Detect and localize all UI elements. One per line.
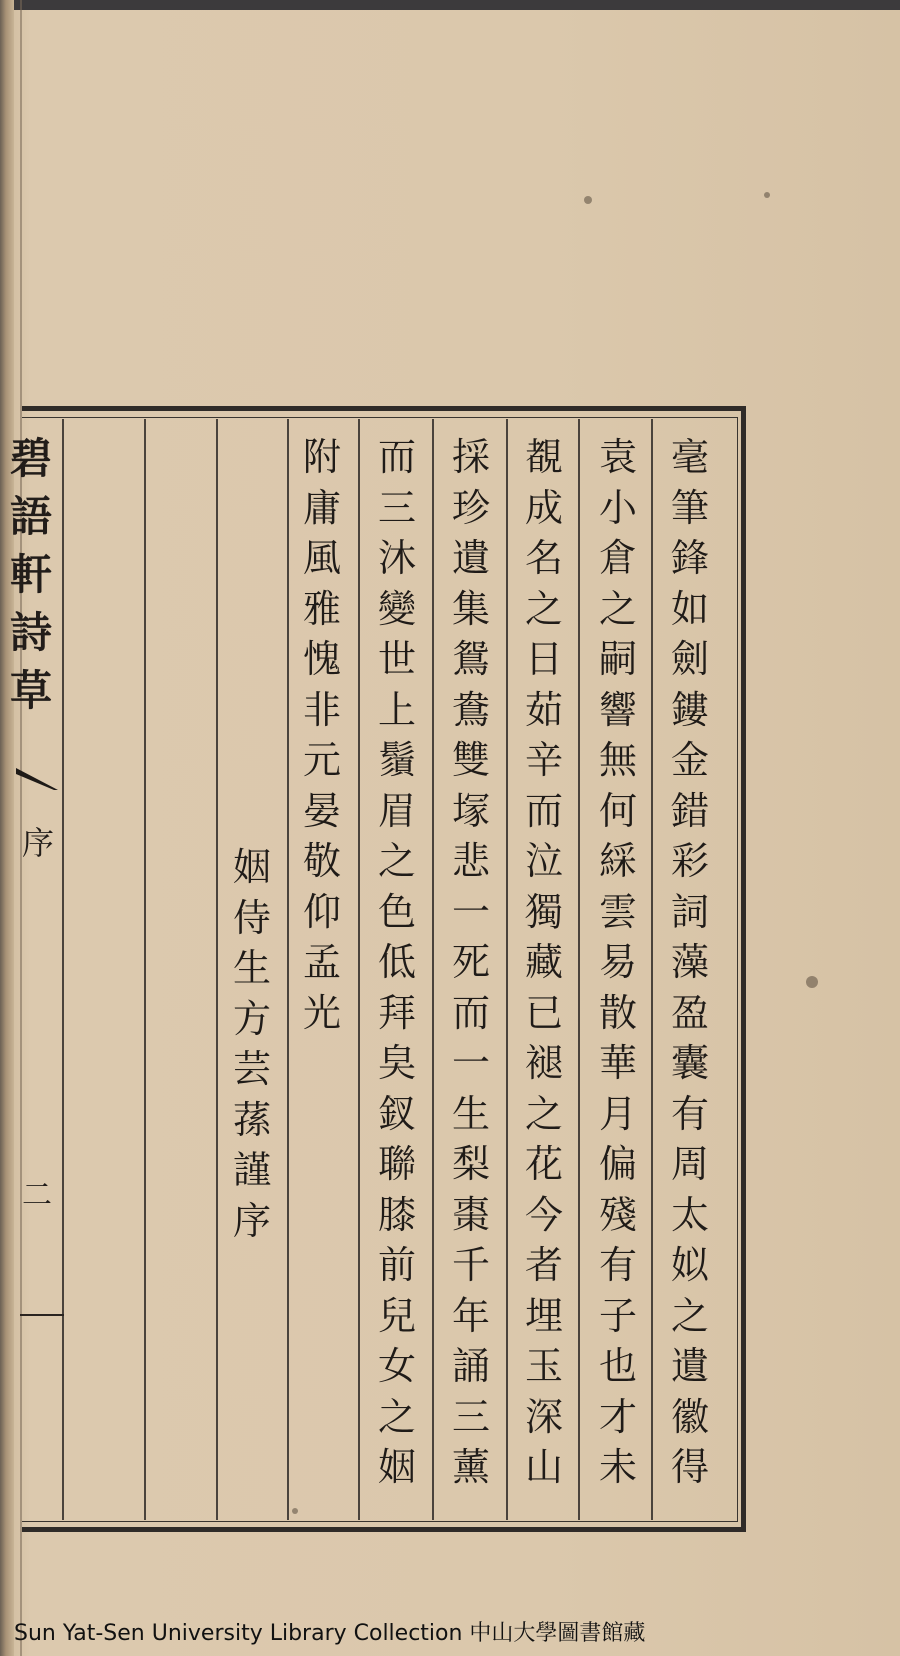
text-char: 庸	[302, 485, 341, 530]
text-char: 鴦	[451, 687, 490, 732]
text-char: 有	[670, 1091, 709, 1136]
text-column-5	[367, 432, 427, 1493]
text-char: 雅	[302, 586, 341, 631]
text-char: 殘	[598, 1192, 637, 1237]
paper-spot	[584, 196, 592, 204]
text-char: 附	[302, 435, 341, 479]
text-char: 前	[377, 1243, 416, 1287]
text-column-3	[514, 432, 574, 1493]
text-char: 姻	[377, 1445, 416, 1489]
signature-column	[222, 842, 282, 1246]
column-rule	[578, 419, 580, 1520]
paper-spot	[292, 1508, 298, 1514]
text-char: 何	[598, 788, 637, 833]
column-rule	[506, 419, 508, 1520]
paper-spot	[764, 192, 770, 198]
text-char: 未	[598, 1445, 637, 1489]
text-char: 沐	[377, 536, 416, 580]
text-char: 獨	[524, 889, 563, 934]
page-number-stroke	[20, 1314, 64, 1316]
text-char: 毫	[670, 435, 709, 479]
text-char: 已	[524, 990, 563, 1035]
text-char: 成	[524, 485, 563, 530]
text-char: 釵	[377, 1091, 416, 1136]
text-char: 綵	[598, 839, 637, 883]
text-char: 偏	[598, 1142, 637, 1186]
text-char: 姻	[232, 845, 271, 889]
text-char: 袁	[598, 435, 637, 479]
text-char: 鬚	[377, 738, 416, 782]
text-char: 鴛	[451, 637, 490, 681]
text-char: 無	[598, 738, 637, 782]
text-char: 棗	[451, 1192, 490, 1237]
text-char: 華	[598, 1041, 637, 1085]
text-char: 有	[598, 1243, 637, 1287]
text-char: 三	[451, 1394, 490, 1439]
text-char: 遺	[451, 536, 490, 580]
text-char: 名	[524, 536, 563, 580]
text-char: 盈	[670, 990, 709, 1035]
column-rule	[432, 419, 434, 1520]
text-char: 兒	[377, 1293, 416, 1338]
text-char: 序	[232, 1198, 271, 1243]
column-rule	[358, 419, 360, 1520]
text-char: 晏	[302, 788, 341, 833]
text-char: 日	[524, 637, 563, 681]
text-char: 變	[377, 586, 416, 631]
text-char: 生	[451, 1091, 490, 1136]
text-char: 薰	[451, 1445, 490, 1489]
column-rule	[216, 419, 218, 1520]
margin-title-char: 軒	[10, 550, 53, 599]
text-char: 色	[377, 889, 416, 934]
text-char: 者	[524, 1243, 563, 1287]
text-char: 聯	[377, 1142, 416, 1186]
text-char: 姒	[670, 1243, 709, 1287]
text-char: 茹	[524, 687, 563, 732]
text-char: 錯	[670, 788, 709, 833]
text-char: 如	[670, 586, 709, 631]
book-spine-edge	[0, 0, 14, 1656]
text-char: 方	[232, 996, 271, 1041]
text-char: 之	[377, 839, 416, 883]
text-char: 子	[598, 1293, 637, 1338]
text-char: 鏤	[670, 687, 709, 732]
text-char: 詞	[670, 889, 709, 934]
text-char: 散	[598, 990, 637, 1035]
text-char: 深	[524, 1394, 563, 1439]
text-char: 死	[451, 940, 490, 984]
text-char: 元	[302, 738, 341, 782]
column-rule	[287, 419, 289, 1520]
text-char: 誦	[451, 1344, 490, 1388]
margin-title-char: 詩	[10, 608, 53, 657]
text-char: 徽	[670, 1394, 709, 1439]
text-char: 風	[302, 536, 341, 580]
text-char: 上	[377, 687, 416, 732]
text-char: 花	[524, 1142, 563, 1186]
margin-title-char: 語	[10, 492, 53, 541]
section-label: 序	[22, 824, 55, 862]
text-char: 之	[377, 1394, 416, 1439]
text-char: 千	[451, 1243, 490, 1287]
text-char: 才	[598, 1394, 637, 1439]
text-char: 之	[670, 1293, 709, 1338]
text-char: 世	[377, 637, 416, 681]
text-char: 玉	[524, 1344, 563, 1388]
text-char: 覩	[524, 435, 563, 479]
text-char: 周	[670, 1142, 709, 1186]
text-char: 年	[451, 1293, 490, 1338]
text-char: 一	[451, 889, 490, 934]
text-char: 集	[451, 586, 490, 631]
text-char: 倉	[598, 536, 637, 580]
text-char: 泣	[524, 839, 563, 883]
text-char: 侍	[232, 895, 271, 940]
text-char: 非	[302, 687, 341, 732]
text-char: 月	[598, 1091, 637, 1136]
text-char: 雲	[598, 889, 637, 934]
fish-tail-mark	[14, 766, 60, 792]
text-char: 膝	[377, 1192, 416, 1237]
text-column-4	[441, 432, 501, 1493]
text-char: 易	[598, 940, 637, 984]
text-char: 山	[524, 1445, 563, 1489]
text-char: 而	[451, 990, 490, 1035]
text-char: 雙	[451, 738, 490, 782]
text-char: 一	[451, 1041, 490, 1085]
text-char: 敬	[302, 839, 341, 883]
text-char: 響	[598, 687, 637, 732]
text-char: 採	[451, 435, 490, 479]
text-char: 梨	[451, 1142, 490, 1186]
column-rule	[62, 419, 64, 1520]
text-char: 謹	[232, 1148, 271, 1192]
text-char: 嗣	[598, 637, 637, 681]
text-char: 遺	[670, 1344, 709, 1388]
text-char: 鋒	[670, 536, 709, 580]
paper-spot	[806, 976, 818, 988]
text-char: 之	[598, 586, 637, 631]
text-char: 囊	[670, 1041, 709, 1085]
text-char: 今	[524, 1192, 563, 1237]
text-char: 拜	[377, 990, 416, 1035]
text-char: 光	[302, 990, 341, 1035]
text-char: 仰	[302, 889, 341, 934]
text-char: 小	[598, 485, 637, 530]
text-char: 愧	[302, 637, 341, 681]
column-rule	[651, 419, 653, 1520]
text-char: 蓀	[232, 1097, 271, 1142]
page-number: 二	[22, 1178, 54, 1213]
text-char: 而	[377, 435, 416, 479]
text-char: 三	[377, 485, 416, 530]
text-char: 也	[598, 1344, 637, 1388]
margin-title-char: 草	[10, 666, 53, 715]
text-char: 珍	[451, 485, 490, 530]
text-char: 辛	[524, 738, 563, 782]
text-char: 太	[670, 1192, 709, 1237]
text-char: 得	[670, 1445, 709, 1489]
text-char: 眉	[377, 788, 416, 833]
text-char: 女	[377, 1344, 416, 1388]
text-char: 生	[232, 946, 271, 990]
text-char: 筆	[670, 485, 709, 530]
text-char: 㚖	[377, 1041, 416, 1085]
text-column-1	[660, 432, 720, 1493]
column-rule	[144, 419, 146, 1520]
text-char: 藏	[524, 940, 563, 984]
margin-title-char: 碧	[10, 434, 53, 483]
text-char: 金	[670, 738, 709, 782]
text-char: 彩	[670, 839, 709, 883]
text-char: 芸	[232, 1047, 271, 1091]
library-caption: Sun Yat-Sen University Library Collection 中山大學圖書館藏	[14, 1621, 646, 1646]
text-char: 而	[524, 788, 563, 833]
text-char: 之	[524, 1091, 563, 1136]
text-char: 埋	[524, 1293, 563, 1338]
text-char: 藻	[670, 940, 709, 984]
text-char: 低	[377, 940, 416, 984]
text-char: 之	[524, 586, 563, 631]
text-column-6	[292, 432, 352, 1038]
page-top-edge	[0, 0, 900, 10]
text-char: 悲	[451, 839, 490, 883]
margin-title	[10, 430, 52, 720]
text-column-2	[588, 432, 648, 1493]
text-char: 塜	[451, 788, 490, 833]
text-char: 褪	[524, 1041, 563, 1085]
text-char: 劍	[670, 637, 709, 681]
text-char: 孟	[302, 940, 341, 984]
